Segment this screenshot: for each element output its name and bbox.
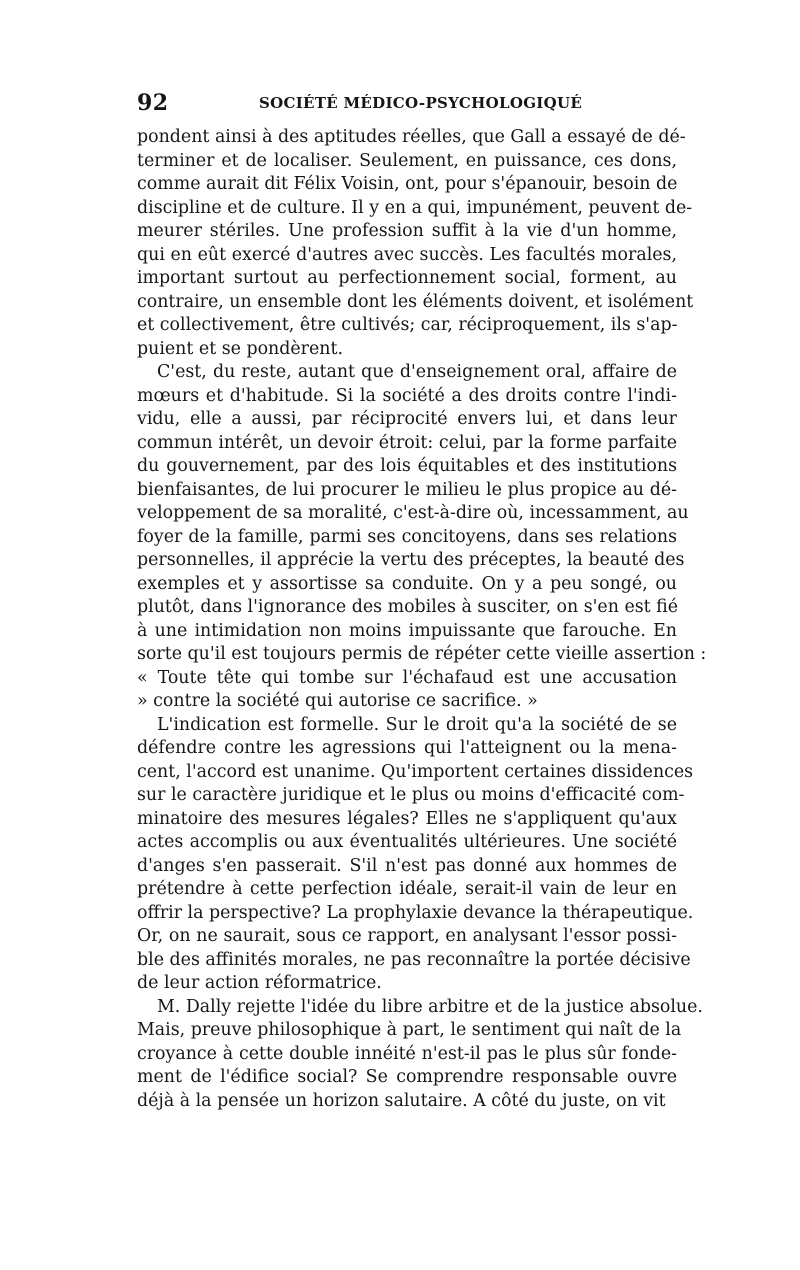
- text-line: mœurs et d'habitude. Si la société a des droits contre l'indi-: [137, 385, 677, 406]
- text-line: défendre contre les agressions qui l'atteignent ou la mena-: [137, 738, 677, 758]
- text-line: comme aurait dit Félix Voisin, ont, pour s'épanouir, besoin de: [137, 174, 678, 194]
- text-line: L'indication est formelle. Sur le droit qu'a la société de se: [157, 714, 677, 735]
- text-line: ment de l'édifice social? Se comprendre responsable ouvre: [137, 1067, 677, 1087]
- text-line: ble des affinités morales, ne pas reconnaître la portée décisive: [137, 949, 691, 970]
- text-line: plutôt, dans l'ignorance des mobiles à susciter, on s'en est fié: [137, 597, 679, 617]
- running-title: SOCIÉTÉ MÉDICO-PSYCHOLOGIQUÉ: [259, 94, 583, 112]
- paragraph: [137, 714, 694, 996]
- text-line: bienfaisantes, de lui procurer le milieu le plus propice au dé-: [137, 479, 677, 500]
- text-line: exemples et y assortisse sa conduite. On y a peu songé, ou: [137, 573, 677, 594]
- text-line: cent, l'accord est unanime. Qu'importent certaines dissidences: [137, 761, 694, 782]
- paragraph: [137, 996, 703, 1114]
- text-line: à une intimidation non moins impuissante que farouche. En: [137, 620, 677, 641]
- text-line: sur le caractère juridique et le plus ou moins d'efficacité com-: [137, 785, 685, 805]
- paragraph: [137, 361, 707, 714]
- text-line: sorte qu'il est toujours permis de répéter cette vieille assertion :: [137, 644, 707, 664]
- text-line: prétendre à cette perfection idéale, serait-il vain de leur en: [137, 879, 677, 899]
- text-line: « Toute tête qui tombe sur l'échafaud est une accusation: [137, 667, 677, 688]
- text-line: vidu, elle a aussi, par réciprocité envers lui, et dans leur: [137, 409, 677, 429]
- text-line: d'anges s'en passerait. S'il n'est pas donné aux hommes de: [137, 855, 677, 876]
- text-line: actes accomplis ou aux éventualités ultérieures. Une société: [137, 832, 677, 852]
- text-line: discipline et de culture. Il y en a qui, impunément, peuvent de-: [137, 197, 693, 218]
- text-line: offrir la perspective? La prophylaxie devance la thérapeutique.: [137, 902, 694, 923]
- text-line: foyer de la famille, parmi ses concitoyens, dans ses relations: [137, 526, 677, 547]
- page-number: 92: [137, 90, 169, 116]
- text-line: meurer stériles. Une profession suffit à la vie d'un homme,: [137, 221, 677, 241]
- text-line: Mais, preuve philosophique à part, le sentiment qui naît de la: [137, 1020, 682, 1040]
- text-line: personnelles, il apprécie la vertu des préceptes, la beauté des: [137, 550, 685, 570]
- text-line: contraire, un ensemble dont les éléments doivent, et isolément: [137, 291, 694, 312]
- text-line: Or, on ne saurait, sous ce rapport, en analysant l'essor possi-: [137, 926, 677, 946]
- text-line: » contre la société qui autorise ce sacrifice. »: [137, 691, 538, 711]
- paragraph: [137, 126, 694, 361]
- text-line: et collectivement, être cultivés; car, réciproquement, ils s'ap-: [137, 315, 678, 335]
- text-line: terminer et de localiser. Seulement, en puissance, ces dons,: [137, 150, 677, 171]
- text-line: veloppement de sa moralité, c'est-à-dire où, incessamment, au: [137, 503, 689, 523]
- text-line: important surtout au perfectionnement social, forment, au: [137, 268, 677, 288]
- text-line: de leur action réformatrice.: [137, 973, 382, 993]
- text-line: du gouvernement, par des lois équitables et des institutions: [137, 456, 677, 476]
- text-line: M. Dally rejette l'idée du libre arbitre et de la justice absolue.: [157, 996, 703, 1017]
- text-line: qui en eût exercé d'autres avec succès. Les facultés morales,: [137, 244, 677, 265]
- text-line: croyance à cette double innéité n'est-il pas le plus sûr fonde-: [137, 1043, 677, 1064]
- text-line: pondent ainsi à des aptitudes réelles, que Gall a essayé de dé-: [137, 127, 686, 147]
- text-line: C'est, du reste, autant que d'enseignement oral, affaire de: [157, 362, 677, 382]
- body-text: [137, 126, 707, 1113]
- text-line: commun intérêt, un devoir étroit: celui, par la forme parfaite: [137, 432, 677, 453]
- text-line: puient et se pondèrent.: [137, 338, 344, 359]
- text-line: minatoire des mesures légales? Elles ne s'appliquent qu'aux: [137, 808, 677, 829]
- running-head: [137, 90, 677, 120]
- text-line: déjà à la pensée un horizon salutaire. A côté du juste, on vit: [137, 1090, 666, 1111]
